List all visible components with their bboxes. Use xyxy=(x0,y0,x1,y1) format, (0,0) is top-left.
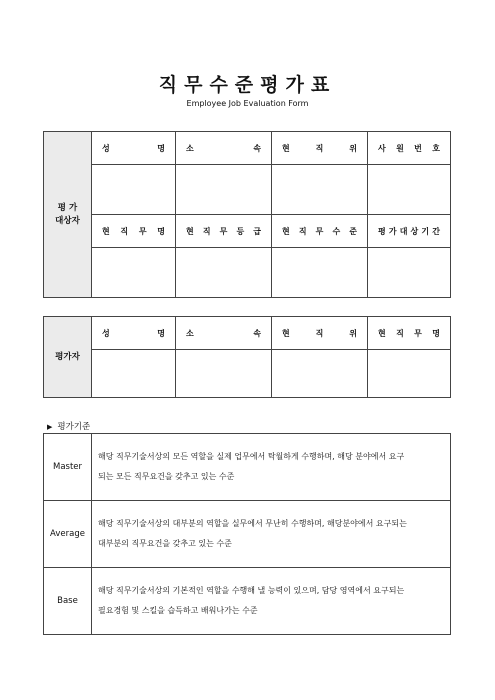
header-char: 무 xyxy=(138,226,147,236)
header-cell xyxy=(368,215,451,248)
header-char: 상 xyxy=(410,226,419,236)
header-char: 명 xyxy=(157,226,165,236)
header-cell xyxy=(272,317,368,350)
page-title: 직무수준평가표 xyxy=(158,74,337,96)
criteria-heading-text: 평가기준 xyxy=(57,422,91,432)
header-cell xyxy=(272,215,368,248)
header-cell xyxy=(368,132,451,165)
criteria-level: Master xyxy=(44,434,92,501)
header-char: 현 xyxy=(282,143,290,153)
criteria-description-line: 해당 직무기술서상의 기본적인 역할을 수행해 낼 능력이 있으며, 담당 영역에서 요구되는 xyxy=(98,586,405,595)
criteria-description-line: 대부분의 직무요건을 갖추고 있는 수준 xyxy=(98,539,232,548)
header-cell xyxy=(368,317,451,350)
job-grade-input-cell[interactable] xyxy=(176,248,272,298)
criteria-level: Base xyxy=(44,568,92,635)
header-char: 명 xyxy=(157,328,165,338)
triangle-bullet-icon: ▶ xyxy=(47,423,53,431)
header-char: 등 xyxy=(236,226,245,236)
header-char: 수 xyxy=(332,226,341,236)
criteria-table xyxy=(43,433,451,635)
header-char: 호 xyxy=(432,143,440,153)
header-char: 소 xyxy=(186,143,194,153)
criteria-description xyxy=(92,501,451,568)
evaluation-period-input-cell[interactable] xyxy=(368,248,451,298)
header-char: 번 xyxy=(414,143,422,153)
header-char: 속 xyxy=(253,328,261,338)
evaluator-position-input-cell[interactable] xyxy=(272,350,368,398)
criteria-row xyxy=(44,501,451,568)
header-char: 직 xyxy=(315,328,324,338)
header-char: 가 xyxy=(388,226,397,236)
evaluator-job-name-input-cell[interactable] xyxy=(368,350,451,398)
department-input-cell[interactable] xyxy=(176,165,272,215)
evaluator-name-input-cell[interactable] xyxy=(92,350,176,398)
header-char: 직 xyxy=(396,328,404,338)
header-cell xyxy=(92,317,176,350)
header-char: 위 xyxy=(349,328,357,338)
criteria-description-line: 해당 직무기술서상의 대부분의 역할을 실무에서 무난히 수행하며, 해당분야에서 요구되는 xyxy=(98,519,407,528)
header-char: 직 xyxy=(120,226,129,236)
page-subtitle: Employee Job Evaluation Form xyxy=(186,99,309,108)
criteria-row xyxy=(44,568,451,635)
header-char: 성 xyxy=(102,328,110,338)
header-char: 속 xyxy=(253,143,261,153)
header-cell xyxy=(176,132,272,165)
header-char: 명 xyxy=(432,328,440,338)
header-char: 무 xyxy=(219,226,228,236)
header-char: 무 xyxy=(315,226,324,236)
name-input-cell[interactable] xyxy=(92,165,176,215)
header-char: 원 xyxy=(396,143,404,153)
header-char: 급 xyxy=(253,226,261,236)
evaluator-table xyxy=(43,316,451,398)
target-side-label-text: 평 가 대상자 xyxy=(55,202,80,226)
header-char: 기 xyxy=(421,226,430,236)
header-cell xyxy=(272,132,368,165)
job-level-input-cell[interactable] xyxy=(272,248,368,298)
employee-id-input-cell[interactable] xyxy=(368,165,451,215)
header-char: 간 xyxy=(432,226,440,236)
header-char: 무 xyxy=(414,328,422,338)
criteria-description-line: 필요경험 및 스킬을 습득하고 배워나가는 수준 xyxy=(98,606,258,615)
header-char: 사 xyxy=(378,143,386,153)
criteria-level: Average xyxy=(44,501,92,568)
header-char: 직 xyxy=(202,226,211,236)
header-cell xyxy=(176,317,272,350)
header-char: 소 xyxy=(186,328,194,338)
header-char: 현 xyxy=(282,328,290,338)
header-cell xyxy=(92,215,176,248)
criteria-row xyxy=(44,434,451,501)
criteria-description-line: 되는 모든 직무요건을 갖추고 있는 수준 xyxy=(98,472,235,481)
header-char: 현 xyxy=(186,226,194,236)
criteria-heading xyxy=(47,420,90,432)
criteria-description xyxy=(92,434,451,501)
header-cell xyxy=(92,132,176,165)
header-char: 위 xyxy=(349,143,357,153)
header-char: 평 xyxy=(378,226,386,236)
job-name-input-cell[interactable] xyxy=(92,248,176,298)
criteria-description xyxy=(92,568,451,635)
header-cell xyxy=(176,215,272,248)
header-char: 명 xyxy=(157,143,165,153)
target-side-label xyxy=(44,132,92,298)
header-char: 현 xyxy=(102,226,110,236)
header-char: 직 xyxy=(298,226,307,236)
header-char: 대 xyxy=(399,226,408,236)
target-table xyxy=(43,131,451,298)
header-char: 성 xyxy=(102,143,110,153)
header-char: 직 xyxy=(315,143,324,153)
evaluator-department-input-cell[interactable] xyxy=(176,350,272,398)
header-char: 준 xyxy=(349,226,357,236)
header-char: 현 xyxy=(282,226,290,236)
header-char: 현 xyxy=(378,328,386,338)
evaluator-side-label: 평가자 xyxy=(44,317,92,398)
position-input-cell[interactable] xyxy=(272,165,368,215)
criteria-description-line: 해당 직무기술서상의 모든 역할을 실제 업무에서 탁월하게 수행하며, 해당 분야에서 요구 xyxy=(98,452,405,461)
